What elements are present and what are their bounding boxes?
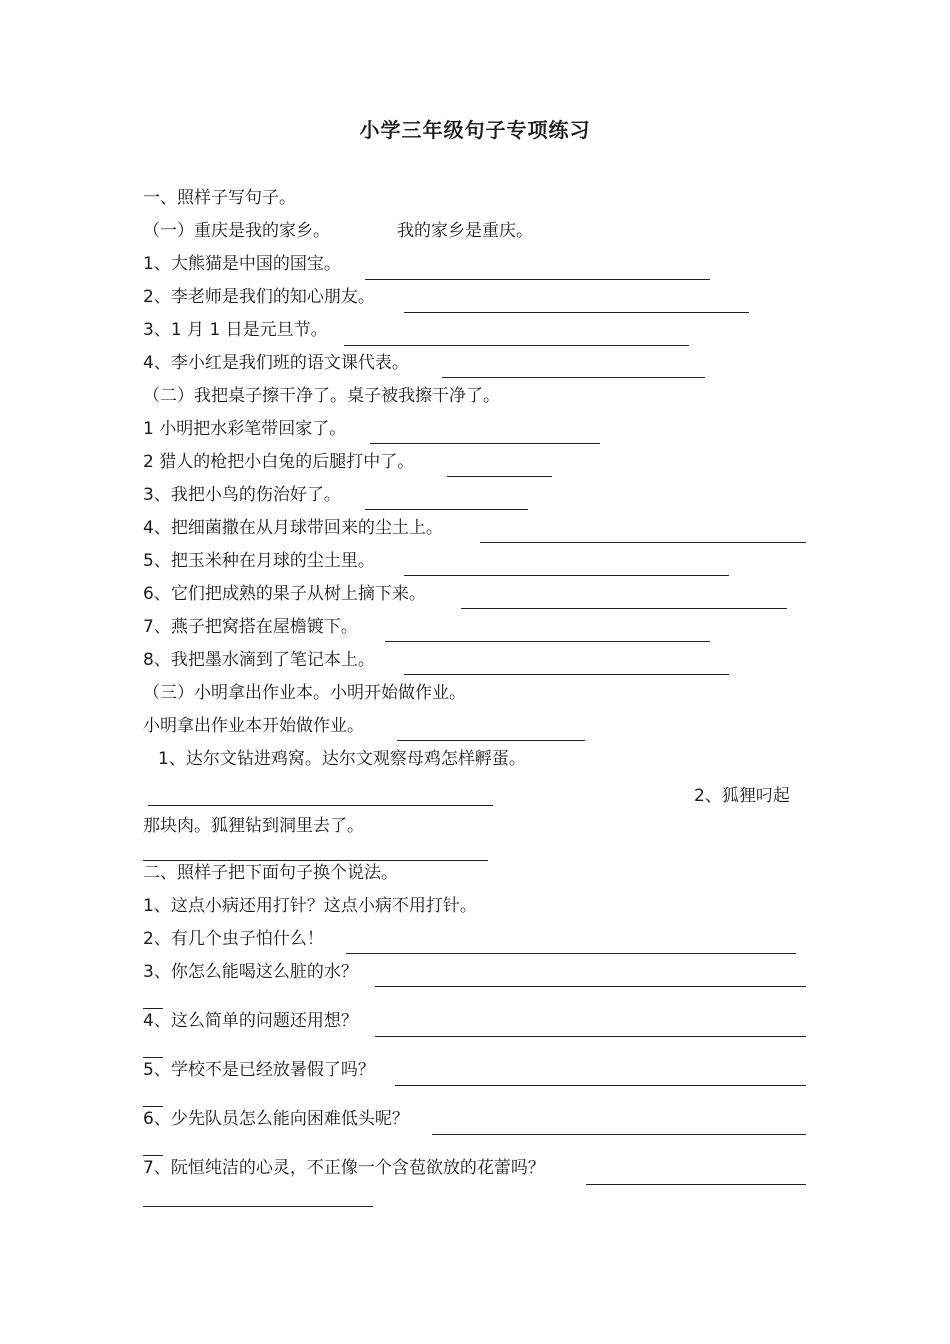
- answer-line[interactable]: [143, 1206, 373, 1207]
- answer-line[interactable]: [143, 1008, 163, 1009]
- part1-item-4: 4、李小红是我们班的语文课代表。: [143, 353, 409, 373]
- answer-line[interactable]: [395, 1085, 806, 1086]
- part2-item-6: 6、它们把成熟的果子从树上摘下来。: [143, 584, 426, 604]
- answer-line[interactable]: [370, 443, 600, 444]
- section2-example: 1、这点小病还用打针？这点小病不用打针。: [143, 896, 477, 916]
- section2-item-4: 4、这么简单的问题还用想？: [143, 1011, 358, 1031]
- section2-item-5: 5、学校不是已经放暑假了吗？: [143, 1060, 375, 1080]
- part1-example: （一）重庆是我的家乡。: [143, 221, 330, 241]
- answer-line[interactable]: [461, 608, 787, 609]
- section2-item-7: 7、阮恒纯洁的心灵，不正像一个含苞欲放的花蕾吗？: [143, 1158, 545, 1178]
- answer-line[interactable]: [442, 377, 705, 378]
- part2-item-7: 7、燕子把窝搭在屋檐镀下。: [143, 617, 358, 637]
- part2-item-5: 5、把玉米种在月球的尘土里。: [143, 551, 375, 571]
- page-title: 小学三年级句子专项练习: [359, 118, 591, 142]
- answer-line[interactable]: [447, 476, 552, 477]
- section2-item-2: 2、有几个虫子怕什么！: [143, 929, 324, 949]
- answer-line[interactable]: [375, 986, 806, 987]
- answer-line[interactable]: [143, 1106, 163, 1107]
- part3-example-answer: 小明拿出作业本开始做作业。: [143, 716, 364, 736]
- answer-line[interactable]: [404, 575, 729, 576]
- answer-line[interactable]: [404, 674, 729, 675]
- answer-line[interactable]: [148, 805, 493, 806]
- part2-example: （二）我把桌子擦干净了。桌子被我擦干净了。: [143, 386, 500, 406]
- section1-heading: 一、照样子写句子。: [143, 188, 296, 208]
- part2-item-4: 4、把细菌撒在从月球带回来的尘土上。: [143, 518, 443, 538]
- answer-line[interactable]: [404, 312, 749, 313]
- part1-example-answer: 我的家乡是重庆。: [397, 221, 533, 241]
- part2-item-2: 2 猎人的枪把小白兔的后腿打中了。: [143, 452, 415, 472]
- answer-line[interactable]: [385, 641, 710, 642]
- part1-item-2: 2、李老师是我们的知心朋友。: [143, 287, 375, 307]
- answer-line[interactable]: [365, 279, 710, 280]
- part3-item-1: 1、达尔文钻进鸡窝。达尔文观察母鸡怎样孵蛋。: [158, 749, 526, 769]
- part3-example: （三）小明拿出作业本。小明开始做作业。: [143, 683, 466, 703]
- part2-item-1: 1 小明把水彩笔带回家了。: [143, 419, 347, 439]
- section2-heading: 二、照样子把下面句子换个说法。: [143, 863, 398, 883]
- answer-line[interactable]: [346, 953, 796, 954]
- answer-line[interactable]: [365, 509, 528, 510]
- part2-item-8: 8、我把墨水滴到了笔记本上。: [143, 650, 375, 670]
- answer-line[interactable]: [480, 542, 806, 543]
- answer-line[interactable]: [586, 1184, 806, 1185]
- answer-line[interactable]: [375, 1036, 806, 1037]
- example-underline: [397, 740, 585, 741]
- answer-line[interactable]: [432, 1134, 806, 1135]
- answer-line[interactable]: [143, 860, 488, 861]
- part3-item-2-end: 那块肉。狐狸钻到洞里去了。: [143, 816, 364, 836]
- answer-line[interactable]: [143, 1057, 163, 1058]
- section2-item-6: 6、少先队员怎么能向困难低头呢？: [143, 1109, 409, 1129]
- answer-line[interactable]: [344, 345, 689, 346]
- answer-line[interactable]: [143, 1155, 163, 1156]
- part1-item-1: 1、大熊猫是中国的国宝。: [143, 254, 341, 274]
- section2-item-3: 3、你怎么能喝这么脏的水？: [143, 962, 358, 982]
- part3-item-2-start: 2、狐狸叼起: [694, 786, 790, 806]
- part1-item-3: 3、1 月 1 日是元旦节。: [143, 320, 328, 340]
- part2-item-3: 3、我把小鸟的伤治好了。: [143, 485, 341, 505]
